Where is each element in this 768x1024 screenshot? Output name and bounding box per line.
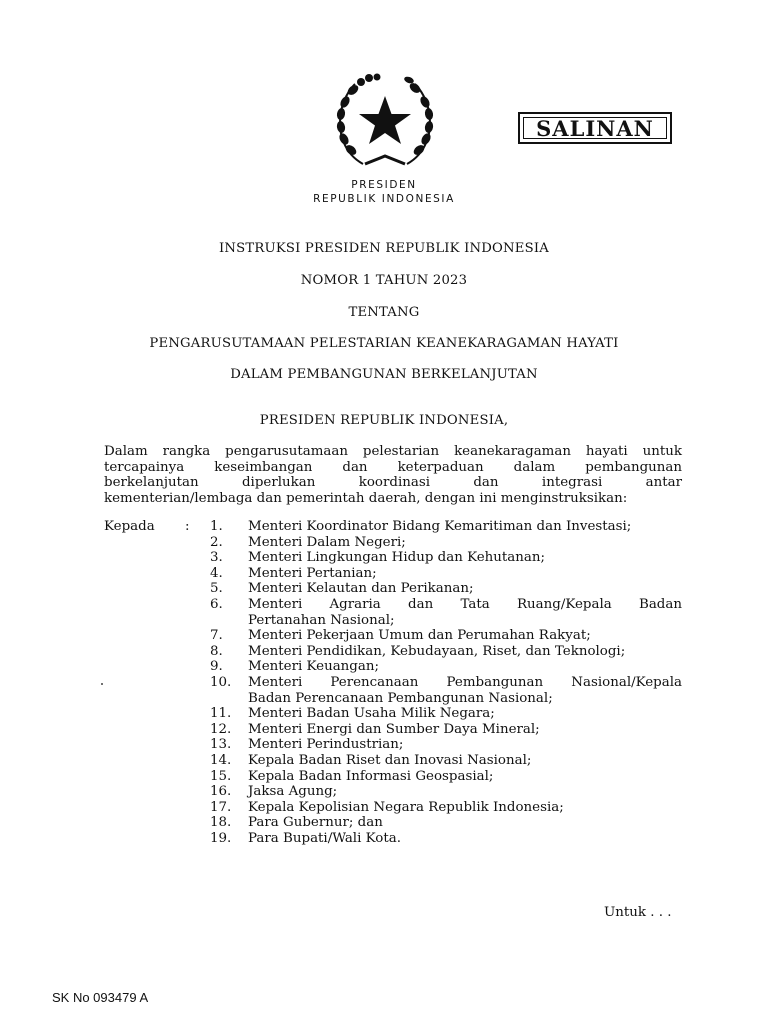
- list-item: [210, 644, 682, 660]
- list-item: [210, 831, 682, 847]
- list-item: [210, 706, 682, 722]
- office-line-2: REPUBLIK INDONESIA: [313, 193, 455, 205]
- list-item-text: Menteri Energi dan Sumber Daya Mineral;: [248, 721, 540, 737]
- list-item-text: Menteri Koordinator Bidang Kemaritiman dan Investasi;: [248, 519, 632, 534]
- list-item: [210, 722, 682, 738]
- intro-line-3: berkelanjutan diperlukan koordinasi dan integrasi antar: [104, 475, 682, 491]
- intro-line-2: tercapainya keseimbangan dan keterpaduan dalam pembangunan: [104, 459, 682, 475]
- list-item-number: 6.: [210, 596, 223, 612]
- scan-speck: [101, 683, 103, 685]
- list-item-text-continued: Badan Perencanaan Pembangunan Nasional;: [248, 690, 553, 706]
- list-item: [210, 737, 682, 753]
- list-item-text: Kepala Badan Informasi Geospasial;: [248, 768, 494, 784]
- list-item-text: Menteri Lingkungan Hidup dan Kehutanan;: [248, 550, 546, 566]
- list-item: [210, 597, 682, 628]
- list-item: [210, 753, 682, 769]
- list-item-number: 18.: [210, 815, 232, 831]
- document-number: NOMOR 1 TAHUN 2023: [300, 273, 468, 288]
- list-item: [210, 628, 682, 644]
- list-item: [210, 550, 682, 566]
- list-item-number: 7.: [210, 628, 223, 644]
- salinan-stamp: [518, 112, 672, 144]
- list-item: [210, 535, 682, 551]
- list-item-text: Menteri Agraria dan Tata Ruang/Kepala Badan: [248, 596, 682, 612]
- list-item-number: 15.: [210, 768, 232, 784]
- list-item-number: 3.: [210, 550, 223, 566]
- list-item-text: Menteri Perencanaan Pembangunan Nasional/Kepala: [248, 674, 682, 690]
- office-line-1: PRESIDEN: [351, 179, 417, 191]
- list-item: [210, 566, 682, 582]
- list-item: [210, 519, 682, 535]
- list-item-number: 9.: [210, 659, 223, 675]
- intro-paragraph: [104, 444, 682, 506]
- list-item-text: Para Bupati/Wali Kota.: [248, 830, 401, 846]
- list-item-number: 1.: [210, 519, 223, 534]
- list-item-text: Para Gubernur; dan: [248, 815, 383, 831]
- intro-line-1: Dalam rangka pengarusutamaan pelestarian keanekaragaman hayati untuk: [104, 444, 682, 459]
- list-item: [210, 769, 682, 785]
- list-item: [210, 581, 682, 597]
- document-title: INSTRUKSI PRESIDEN REPUBLIK INDONESIA: [219, 241, 549, 256]
- presidential-emblem-icon: [331, 72, 439, 172]
- list-item: [210, 784, 682, 800]
- list-item-number: 13.: [210, 737, 232, 753]
- list-item-text: Menteri Dalam Negeri;: [248, 534, 406, 550]
- recipients-label: Kepada: [104, 519, 155, 534]
- document-about: TENTANG: [348, 305, 420, 320]
- list-item-number: 17.: [210, 799, 232, 815]
- list-item-text: Kepala Kepolisian Negara Republik Indonesia;: [248, 799, 564, 815]
- list-item-number: 2.: [210, 534, 223, 550]
- stamp-label: SALINAN: [536, 115, 654, 141]
- document-subject-line-2: DALAM PEMBANGUNAN BERKELANJUTAN: [230, 367, 538, 382]
- list-item-number: 11.: [210, 706, 232, 722]
- list-item-text: Menteri Pekerjaan Umum dan Perumahan Rakyat;: [248, 628, 591, 644]
- list-item-number: 8.: [210, 643, 223, 659]
- list-item-text: Kepala Badan Riset dan Inovasi Nasional;: [248, 752, 532, 768]
- list-item-text: Menteri Keuangan;: [248, 659, 379, 675]
- list-item-text: Menteri Perindustrian;: [248, 737, 404, 753]
- list-item-number: 14.: [210, 752, 232, 768]
- list-item-text: Menteri Pendidikan, Kebudayaan, Riset, dan Teknologi;: [248, 643, 626, 659]
- list-item: [210, 815, 682, 831]
- list-item-number: 16.: [210, 784, 232, 800]
- recipients-colon: :: [185, 519, 190, 534]
- serial-number: SK No 093479 A: [52, 990, 149, 1005]
- list-item: [210, 800, 682, 816]
- list-item-number: 19.: [210, 830, 232, 846]
- issuer-heading: PRESIDEN REPUBLIK INDONESIA,: [259, 413, 509, 428]
- document-subject-line-1: PENGARUSUTAMAAN PELESTARIAN KEANEKARAGAMAN HAYATI: [149, 336, 619, 351]
- list-item-text: Menteri Pertanian;: [248, 565, 377, 581]
- list-item-number: 12.: [210, 721, 232, 737]
- list-item-text: Menteri Kelautan dan Perikanan;: [248, 581, 474, 597]
- list-item-text-continued: Pertanahan Nasional;: [248, 612, 395, 628]
- list-item-text: Menteri Badan Usaha Milik Negara;: [248, 706, 495, 722]
- list-item-number: 5.: [210, 581, 223, 597]
- list-item-number: 4.: [210, 565, 223, 581]
- continuation-marker: Untuk . . .: [604, 905, 672, 920]
- intro-line-4: kementerian/lembaga dan pemerintah daerah, dengan ini menginstruksikan:: [104, 490, 628, 506]
- list-item-number: 10.: [210, 674, 232, 690]
- list-item: [210, 675, 682, 706]
- list-item: [210, 659, 682, 675]
- recipient-list: [210, 519, 682, 846]
- list-item-text: Jaksa Agung;: [248, 784, 338, 800]
